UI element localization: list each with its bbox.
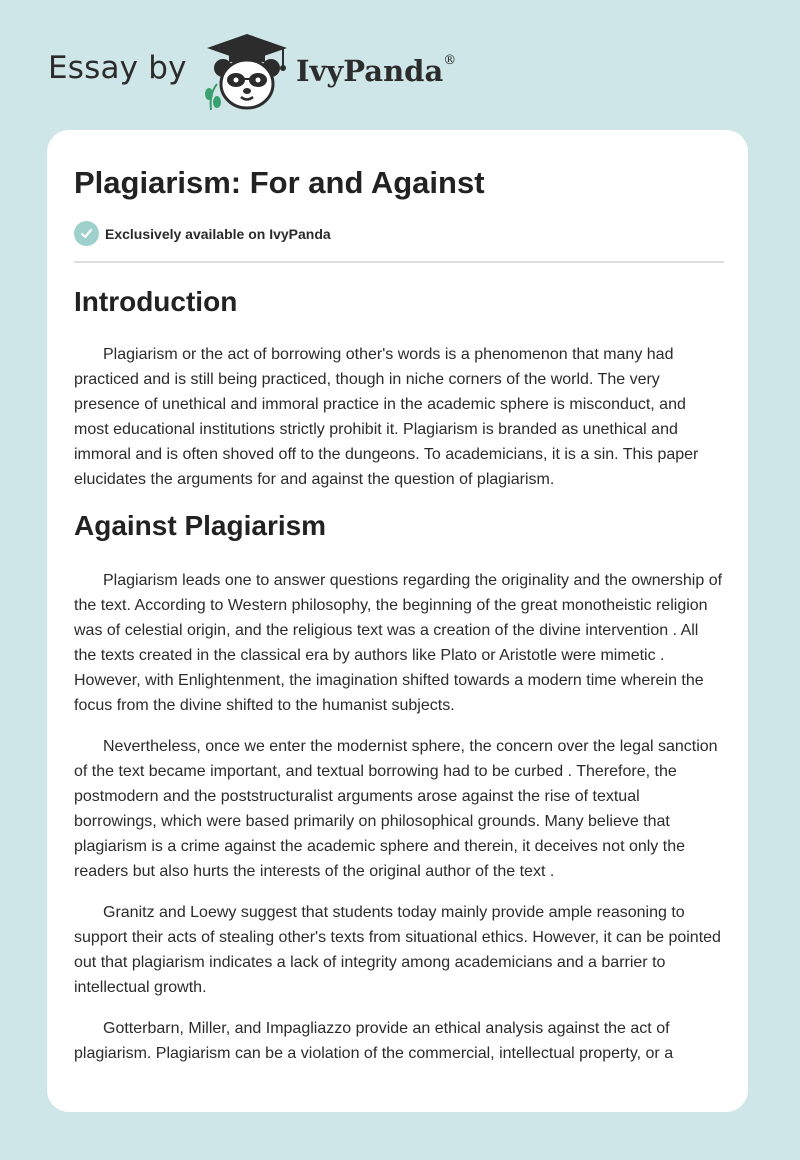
- essay-card: [47, 130, 748, 1112]
- brand-name[interactable]: IvyPanda®: [296, 53, 457, 88]
- badge-label: Exclusively available on IvyPanda: [105, 225, 331, 242]
- page-title: Plagiarism: For and Against: [74, 165, 485, 200]
- section-heading: Against Plagiarism: [74, 510, 327, 541]
- title-divider: [74, 261, 724, 263]
- paragraph: Plagiarism or the act of borrowing other's words is a phenomenon that many had practiced and is still being practiced, though in niche corners of the world. The very presence of unethical and immoral practice in the academic sphere is misconduct, and most educational institutions strictly prohibit it. Plagiarism is branded as unethical and immoral and is often shoved off to the dungeons. To academicians, it is a sin. This paper elucidates the arguments for and against the question of plagiarism.: [74, 346, 699, 488]
- site-header: [0, 0, 800, 130]
- check-icon: [74, 221, 99, 246]
- section-against-plagiarism: [74, 504, 724, 1066]
- paragraph: Gotterbarn, Miller, and Impagliazzo provide an ethical analysis against the act of plagiarism. Plagiarism can be a violation of the commercial, intellectual property, or a: [74, 1020, 674, 1062]
- panda-graduate-icon[interactable]: [203, 32, 291, 112]
- section-introduction: [74, 280, 724, 492]
- paragraph: Plagiarism leads one to answer questions regarding the originality and the ownership of the text. According to Western philosophy, the beginning of the great monotheistic religion was of celestial origin, and the religious text was a creation of the divine intervention . All the texts created in the classical era by authors like Plato or Aristotle were mimetic . However, with Enlightenment, the imagination shifted towards a modern time wherein the focus from the divine shifted to the humanist subjects.: [74, 572, 723, 714]
- exclusive-badge: [74, 221, 331, 246]
- section-heading: Introduction: [74, 286, 238, 317]
- paragraph: Granitz and Loewy suggest that students today mainly provide ample reasoning to support their acts of stealing other's texts from situational ethics. However, it can be pointed out that plagiarism indicates a lack of integrity among academicians and a barrier to intellectual growth.: [74, 904, 721, 996]
- essay-body: [74, 280, 724, 1066]
- brand-prefix: Essay by: [48, 50, 187, 86]
- paragraph: Nevertheless, once we enter the modernist sphere, the concern over the legal sanction of the text became important, and textual borrowing had to be curbed . Therefore, the postmodern and the poststructuralist arguments arose against the rise of textual borrowings, which were based primarily on philosophical grounds. Many believe that plagiarism is a crime against the academic sphere and therein, it deceives not only the readers but also hurts the interests of the original author of the text .: [74, 738, 718, 880]
- trademark-symbol: ®: [443, 53, 457, 69]
